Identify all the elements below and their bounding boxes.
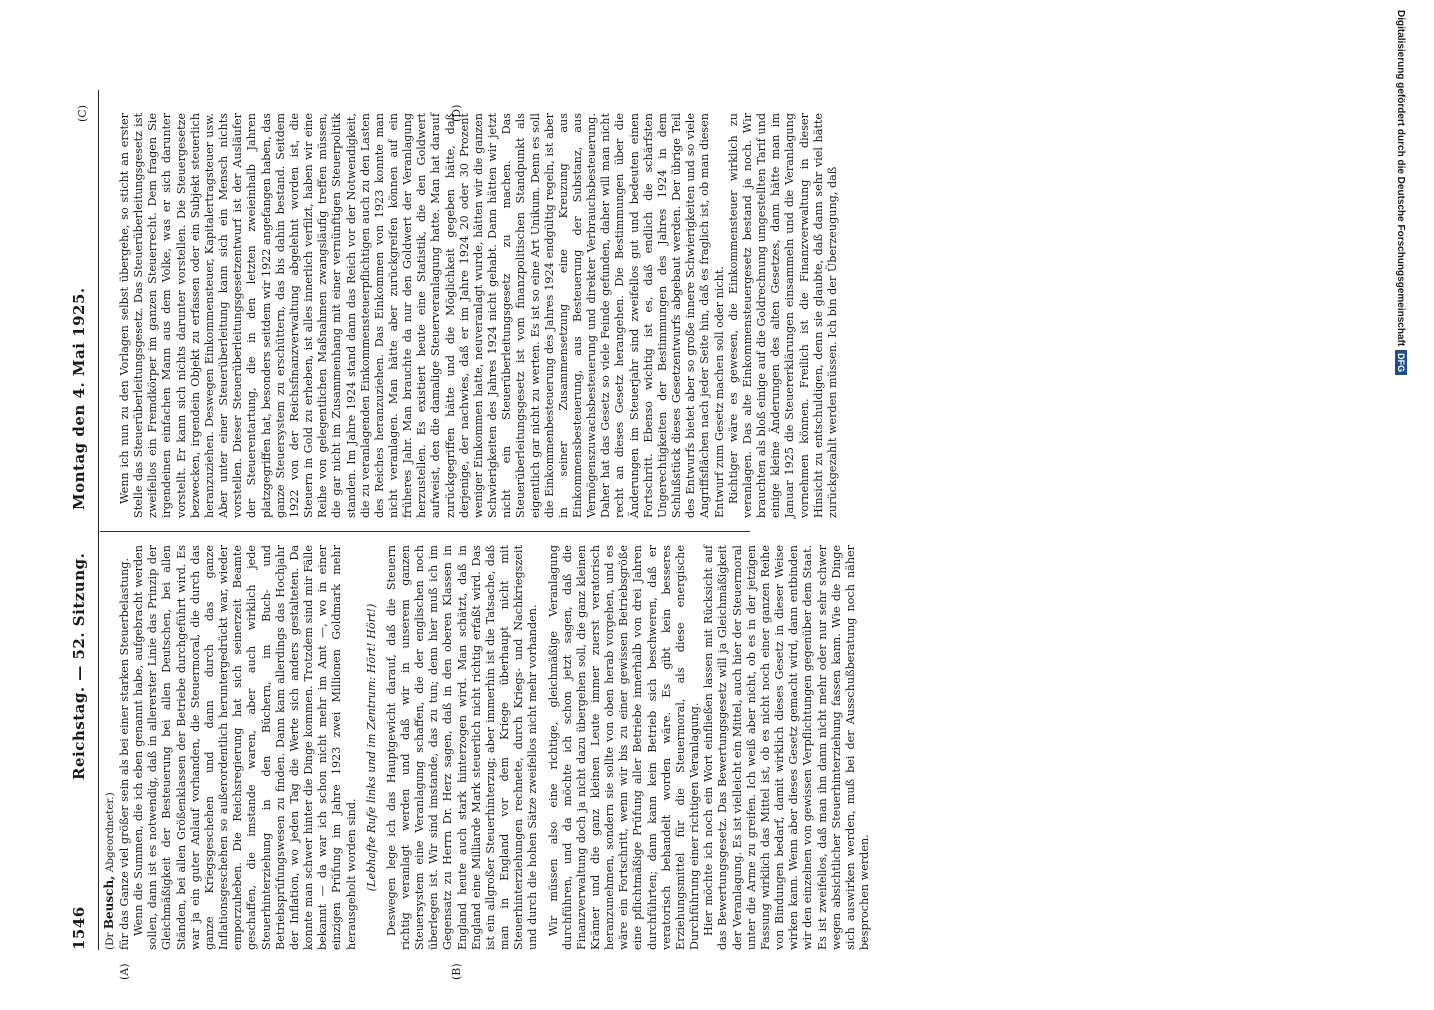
left-text-column <box>118 545 871 950</box>
header-right-title: Montag den 4. Mai 1925. <box>70 287 88 510</box>
speaker-name: Beusch, <box>102 875 116 930</box>
document-page <box>70 90 871 980</box>
page-number: 1546 <box>70 906 88 950</box>
digitization-credit-text: Digitalisierung gefördert durch die Deutsche Forschungsgemeinschaft <box>1395 10 1406 347</box>
left-paragraph-3: Deswegen lege ich das Hauptgewicht darauf, daß die Steuern richtig veranlagt werden und daß wir in unserem ganzen Steuersystem eine Veranlagung schaffen, die der englischen noch überlegen ist. Wir sind imstande, das zu tun; denn hier muß ich im Gegensatz zu Herrn Dr. Herz sagen, daß in den oberen Klassen in England heute auch stark hinterzogen wird. Man schätzt, daß in England eine Milliarde Mark steuerlich nicht richtig erfaßt wird. Das ist ein allgroßer Steuerhinterzug; aber immerhin ist die Tatsache, daß man in England vor dem Kriege überhaupt nicht mit Steuerhinterziehungen rechnete, durch Kriegs- und Nachkriegszeit und durch die hohen Sätze zweifellos nicht mehr vorhanden. <box>384 545 540 950</box>
column-divider <box>100 531 750 532</box>
margin-marker-a: (A) <box>118 963 131 980</box>
margin-marker-d: (D) <box>450 104 463 122</box>
margin-marker-b: (B) <box>450 963 463 980</box>
right-text-column <box>118 113 839 518</box>
left-paragraph-1: für das Ganze viel größer sein als bei einer starken Steuerbelastung. <box>118 557 131 950</box>
margin-marker-c: (C) <box>76 105 89 122</box>
right-paragraph-1: Wenn ich nun zu den Vorlagen selbst übergehe, so sticht an erster Stelle das Steuerüberleitungsgesetz. Das Steuerüberleitungsgesetz ist zweifellos ein Fremdkörper im ganzen Steuerrecht. Dem fragen Sie irgendeinen einfachen Mann aus dem Volke, was er sich darunter vorstellt. Er kann sich nichts darunter vorstellen. Die Steuergesetze bezwecken, irgendein Objekt zu erfassen oder ein Subjekt steuerlich heranzuziehen. Deswegen Einkommensteuer, Kapitalertragsteuer usw. Aber unter einer Steuerüberleitung kann sich ein Mensch nichts vorstellen. Dieser Steuerüberleitungsgesetzentwurf ist der Ausläufer der Steuerentartung, die in den letzten zweieinhalb Jahren platzgegriffen hat, besonders seitdem wir 1922 angefangen haben, das ganze Steuersystem zu erschüttern, das bis dahin bestand. Seitdem 1922 von der Reichsfinanzverwaltung abgelehnt worden ist, die Steuern in Gold zu erheben, ist alles innerlich verfilzt, haben wir eine Reihe von gelegentlichen Maßnahmen zwangsläufig treffen müssen, die gar nicht im Zusammenhang mit einer vernünftigen Steuerpolitik standen. Im Jahre 1924 stand dann das Reich vor der Notwendigkeit, die zu veranlagenden Einkommensteuerpflichtigen auch zu den Lasten des Reiches heranzuziehen. Das Einkommen von 1923 konnte man nicht veranlagen. Man hätte aber zurückgreifen können auf ein früheres Jahr. Man brauchte da nur den Goldwert der Veranlagung herzustellen. Es existiert heute eine Statistik, die den Goldwert aufweist, den die damalige Steuerveranlagung hatte. Man hat darauf zurückgegriffen hätte und die Möglichkeit gegeben hätte, daß derjenige, der nachwies, daß er im Jahre 1924 20 oder 30 Prozent weniger Einkommen hatte, neuveranlagt wurde, hätten wir die ganzen Schwierigkeiten des Jahres 1924 nicht gehabt. Dann hätten wir jetzt nicht ein Steuerüberleitungsgesetz zu machen. Das Steuerüberleitungsgesetz ist vom finanzpolitischen Standpunkt als eigentlich gar nicht zu werten. Es ist so eine Art Unikum. Denn es soll die Einkommenbesteuerung des Jahres 1924 endgültig regeln, ist aber in seiner Zusammensetzung eine Kreuzung aus Einkommensbesteuerung, aus Besteuerung der Substanz, aus Vermögenszuwachsbesteuerung und direkter Verbrauchsbesteuerung. Daher hat das Gesetz so viele Feinde gefunden, daher will man nicht recht an dieses Gesetz herangehen. Die Bestimmungen über die Änderungen im Steuerjahr sind zweifellos gut und bedeuten einen Fortschritt. Ebenso wichtig ist es, daß endlich die schärfsten Ungerechtigkeiten der Bestimmungen des Jahres 1924 in dem Schlußstück dieses Gesetzentwurfs abgebaut werden. Der übrige Teil des Entwurfs bietet aber so große innere Schwierigkeiten und so viele Angriffsflächen nach jeder Seite hin, daß es fraglich ist, ob man diesen Entwurf zum Gesetz machen soll oder nicht. <box>118 113 726 518</box>
left-paragraph-4: Wir müssen also eine richtige, gleichmäßige Veranlagung durchführen, und da möchte ich schon jetzt sagen, daß die Finanzverwaltung doch ja nicht dazu übergehen soll, die ganz kleinen Krämer und die ganz kleinen Leute immer zuerst veratorisch heranzunehmen, sondern sie sollte von oben herab vorgehen, und es wäre ein Fortschritt, wenn wir bis zu einer gewissen Betriebsgröße eine pflichtmäßige Prüfung aller Betriebe innerhalb von drei Jahren durchführten; dann kann kein Betrieb sich beschweren, daß er veratorisch behandelt worden wäre. Es gibt kein besseres Erziehungsmittel für die Steuermoral, als diese energische Durchführung einer richtigen Veranlagung. <box>546 545 702 950</box>
speaker-line <box>102 792 116 950</box>
digitization-credit <box>1392 10 1408 1010</box>
header-left-title: Reichstag. — 52. Sitzung. <box>70 552 88 780</box>
left-paragraph-2: Wenn die Summen, die ich eben genannt habe, aufgebracht werden sollen, dann ist es notwendig, daß in allererster Linie das Prinzip der Gleichmäßigkeit der Besteuerung bei allen Deutschen, bei allen Ständen, bei allen Größenklassen der Betriebe durchgeführt wird. Es war ja ein guter Anlauf vorhanden, die Steuermoral, die durch das ganze Kriegsgeschehen und dann durch das ganze Inflationsgeschehen so außerordentlich heruntergedrückt war, wieder emporzuheben. Die Reichsregierung hat sich seinerzeit Beamte geschaffen, die imstande waren, aber auch wirklich jede Steuerhinterziehung in den Büchern, im Buch- und Betriebsprüfungswesen zu finden. Dann kam allerdings das Hochjahr der Inflation, wo jeden Tag die Werte sich anders gestalteten. Da konnte man schwer hinter die Dinge kommen. Trotzdem sind mir Fälle bekannt — da war ich schon nicht mehr im Amt —, wo in einer einzigen Prüfung im Jahre 1923 zwei Millionen Goldmark mehr herausgeholt worden sind. <box>132 545 358 950</box>
header-rule <box>98 90 99 950</box>
right-paragraph-2: Richtiger wäre es gewesen, die Einkommensteuer wirklich zu veranlagen. Das alte Einkommensteuergesetz bestand ja noch. Wir brauchten als bloß einige auf die Goldrechnung umgestellten Tarif und einige kleine Änderungen des alten Gesetzes, dann hätte man im Januar 1925 die Steuererklärungen einsammeln und die Veranlagung vornehmen können. Freilich ist die Finanzverwaltung in dieser Hinsicht zu entschuldigen, denn sie glaubte, daß dann sehr viel hätte zurückgezahlt werden müssen. Ich bin der Überzeugung, daß <box>726 113 839 518</box>
speaker-role: Abgeordneter.) <box>104 792 116 873</box>
left-paragraph-5: Hier möchte ich noch ein Wort einfließen lassen mit Rücksicht auf das Bewertungsgesetz. Das Bewertungsgesetz will ja Gleichmäßigkeit der Veranlagung. Es ist vielleicht ein Mittel, auch hier der Steuermoral unter die Arme zu greifen. Ich weiß aber nicht, ob es in der jetzigen Fassung wirklich das Mittel ist, ob es nicht noch einer ganzen Reihe von Bindungen bedarf, damit wirklich dieses Gesetz in dieser Weise wirken kann. Wenn aber dieses Gesetz gemacht wird, dann entbinden wir den einzelnen von gewissen Verpflichtungen gegenüber dem Staat. Es ist zweifellos, daß man ihn dann nicht mehr oder nur sehr schwer wegen absichtlicher Steuerhinterziehung fassen kann. Wie die Dinge sich auswirken werden, muß bei der Ausschußberatung noch näher besprochen werden. <box>702 545 871 950</box>
speaker-prefix: (Dr <box>104 932 116 950</box>
dfg-logo: DFG <box>1395 350 1407 375</box>
interjection: (Lebhafte Rufe links und im Zentrum: Hört! Hört!) <box>364 603 378 892</box>
